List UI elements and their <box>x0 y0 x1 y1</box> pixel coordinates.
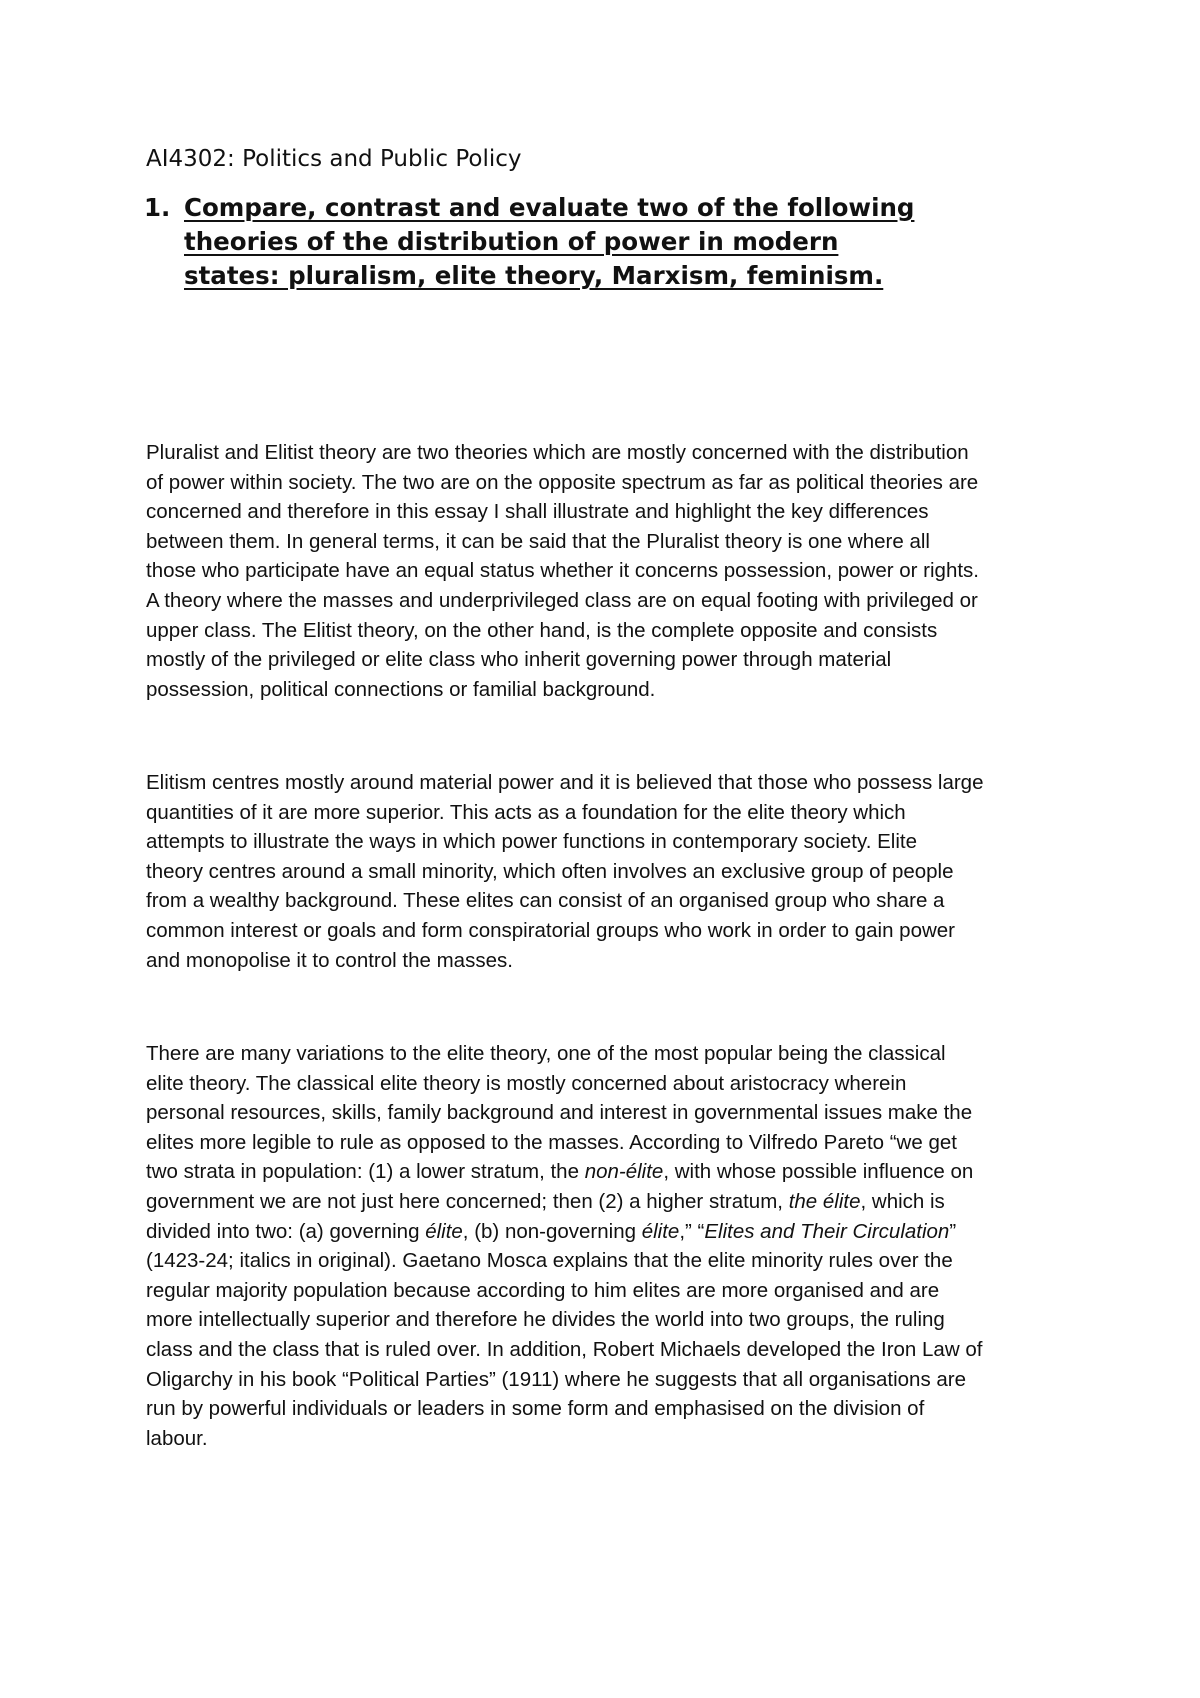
paragraph-line: (1423-24; italics in original). Gaetano Mosca explains that the elite minority rules over the <box>146 1249 953 1273</box>
paragraph-line: labour. <box>146 1426 208 1450</box>
paragraph-line: possession, political connections or familial background. <box>146 677 656 701</box>
paragraph-line: elites more legible to rule as opposed to the masses. According to Vilfredo Pareto “we get <box>146 1130 957 1154</box>
question-number: 1. <box>144 193 171 222</box>
text-run: , (b) non-governing <box>462 1219 642 1243</box>
italic-text-run: non-élite <box>584 1160 664 1184</box>
paragraph-line: theory centres around a small minority, which often involves an exclusive group of people <box>146 859 954 883</box>
question-text <box>184 191 1044 293</box>
text-run: ” <box>949 1219 957 1243</box>
paragraph-line: Oligarchy in his book “Political Parties” (1911) where he suggests that all organisations are <box>146 1367 967 1391</box>
paragraph-line: run by powerful individuals or leaders in some form and emphasised on the division of <box>146 1397 925 1421</box>
text-run: , which is <box>860 1189 945 1213</box>
question-line: theories of the distribution of power in modern <box>184 227 839 256</box>
paragraph-line: mostly of the privileged or elite class who inherit governing power through material <box>146 648 892 672</box>
paragraph-line: those who participate have an equal status whether it concerns possession, power or rights. <box>146 559 979 583</box>
question-line: states: pluralism, elite theory, Marxism, feminism. <box>184 261 884 290</box>
paragraph-pluralist-elitist-intro <box>146 438 1086 704</box>
paragraph-classical-elite-theory <box>146 1039 1086 1453</box>
text-run: , with whose possible influence on <box>663 1160 974 1184</box>
paragraph-line: upper class. The Elitist theory, on the other hand, is the complete opposite and consists <box>146 618 938 642</box>
paragraph-line: Elitism centres mostly around material power and it is believed that those who possess large <box>146 771 984 794</box>
paragraph-elitism <box>146 768 1086 975</box>
question-line: Compare, contrast and evaluate two of the following <box>184 193 915 222</box>
paragraph-line: regular majority population because according to him elites are more organised and are <box>146 1278 940 1302</box>
italic-text-run: élite <box>425 1219 463 1243</box>
paragraph-line <box>146 1187 1086 1217</box>
paragraph-line: personal resources, skills, family background and interest in governmental issues make the <box>146 1101 973 1125</box>
paragraph-line: from a wealthy background. These elites can consist of an organised group who share a <box>146 889 945 913</box>
citation-title: Elites and Their Circulation <box>704 1219 950 1243</box>
italic-text-run: élite <box>641 1219 680 1243</box>
paragraph-line: between them. In general terms, it can be said that the Pluralist theory is one where all <box>146 529 930 553</box>
paragraph-line: concerned and therefore in this essay I shall illustrate and highlight the key differences <box>146 500 929 524</box>
paragraph-line: common interest or goals and form conspiratorial groups who work in order to gain power <box>146 918 955 942</box>
essay-question <box>144 191 1044 293</box>
paragraph-line <box>146 1157 1086 1187</box>
text-run: divided into two: (a) governing <box>146 1219 426 1243</box>
course-title: AI4302: Politics and Public Policy <box>146 146 522 172</box>
paragraph-line <box>146 1217 1086 1247</box>
text-run: government we are not just here concerned; then (2) a higher stratum, <box>146 1189 789 1213</box>
paragraph-line: Pluralist and Elitist theory are two theories which are mostly concerned with the distribution <box>146 441 969 464</box>
paragraph-line: There are many variations to the elite theory, one of the most popular being the classical <box>146 1042 946 1065</box>
paragraph-line: more intellectually superior and therefore he divides the world into two groups, the ruling <box>146 1308 945 1332</box>
paragraph-line: of power within society. The two are on the opposite spectrum as far as political theories are <box>146 470 979 494</box>
paragraph-line: attempts to illustrate the ways in which power functions in contemporary society. Elite <box>146 830 917 854</box>
text-run: ,” “ <box>679 1219 705 1243</box>
paragraph-line: and monopolise it to control the masses. <box>146 948 513 972</box>
italic-text-run: the élite <box>788 1189 861 1213</box>
text-run: two strata in population: (1) a lower stratum, the <box>146 1160 585 1184</box>
paragraph-line: A theory where the masses and underprivileged class are on equal footing with privileged or <box>146 588 978 612</box>
paragraph-line: elite theory. The classical elite theory is mostly concerned about aristocracy wherein <box>146 1071 907 1095</box>
paragraph-line: class and the class that is ruled over. In addition, Robert Michaels developed the Iron Law of <box>146 1337 983 1361</box>
paragraph-line: quantities of it are more superior. This acts as a foundation for the elite theory which <box>146 800 906 824</box>
